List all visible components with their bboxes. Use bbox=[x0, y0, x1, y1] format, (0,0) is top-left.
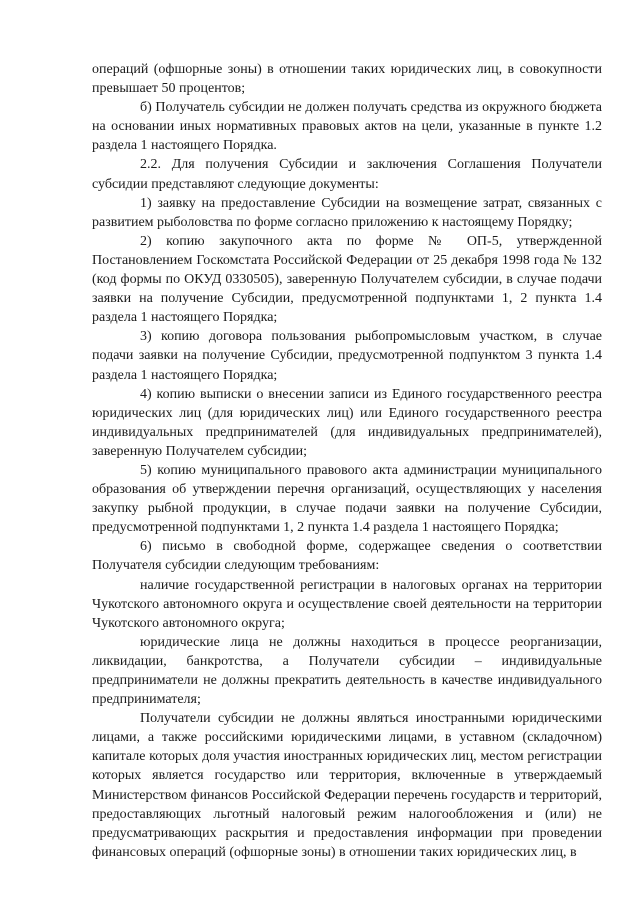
paragraph-requirement-registration: наличие государственной регистрации в налоговых органах на территории Чукотского автономного округа и осуществление своей деятельности на территории Чукотского автономного округа; bbox=[92, 577, 602, 631]
paragraph-doc-4: 4) копию выписки о внесении записи из Единого государственного реестра юридических лиц (для юридических лиц) или Единого государственного реестра индивидуальных предпринимателей (для индивидуальных предпринимателей), заверенную Получателем субсидии; bbox=[92, 386, 602, 459]
paragraph-continuation-offshore: операций (офшорные зоны) в отношении таких юридических лиц, в совокупности превышает 50 процентов; bbox=[92, 62, 602, 97]
paragraph-doc-3: 3) копию договора пользования рыбопромысловым участком, в случае подачи заявки на получение Субсидии, предусмотренной подпунктом 3 пункта 1.4 раздела 1 настоящего Порядка; bbox=[92, 329, 602, 383]
paragraph-doc-6: 6) письмо в свободной форме, содержащее сведения о соответствии Получателя субсидии следующим требованиям: bbox=[92, 539, 602, 574]
paragraph-item-b: б) Получатель субсидии не должен получать средства из окружного бюджета на основании иных нормативных правовых актов на цели, указанные в пункте 1.2 раздела 1 настоящего Порядка. bbox=[92, 100, 602, 154]
paragraph-requirement-reorganization: юридические лица не должны находиться в процессе реорганизации, ликвидации, банкротства, а Получатели субсидии – индивидуальные предприниматели не должны прекратить деятельность в качестве индивидуального предпринимателя; bbox=[92, 634, 602, 708]
document-body bbox=[92, 60, 602, 862]
paragraph-2-2: 2.2. Для получения Субсидии и заключения Соглашения Получатели субсидии представляют следующие документы: bbox=[92, 157, 602, 192]
paragraph-doc-2: 2) копию закупочного акта по форме № ОП-5, утвержденной Постановлением Госкомстата Российской Федерации от 25 декабря 1998 года № 132 (код формы по ОКУД 0330505), заверенную Получателем субсидии, в случае подачи заявки на получение Субсидии, предусмотренной подпунктами 1, 2 пункта 1.4 раздела 1 настоящего Порядка; bbox=[92, 233, 602, 326]
paragraph-doc-1: 1) заявку на предоставление Субсидии на возмещение затрат, связанных с развитием рыболовства по форме согласно приложению к настоящему Порядку; bbox=[92, 195, 602, 230]
paragraph-doc-5: 5) копию муниципального правового акта администрации муниципального образования об утверждении перечня организаций, осуществляющих у населения закупку рыбной продукции, в случае подачи заявки на получение Субсидии, предусмотренной подпунктами 1, 2 пункта 1.4 раздела 1 настоящего Порядка; bbox=[92, 462, 602, 536]
paragraph-requirement-foreign: Получатели субсидии не должны являться иностранными юридическими лицами, а также российскими юридическими лицами, в уставном (складочном) капитале которых доля участия иностранных юридических лиц, местом регистрации которых является государство или территория, включенные в утверждаемый Министерством финансов Российской Федерации перечень государств и территорий, предоставляющих льготный налоговый режим налогообложения и (или) не предусматривающих раскрытия и предоставления информации при проведении финансовых операций (офшорные зоны) в отношении таких юридических лиц, в bbox=[92, 711, 602, 860]
